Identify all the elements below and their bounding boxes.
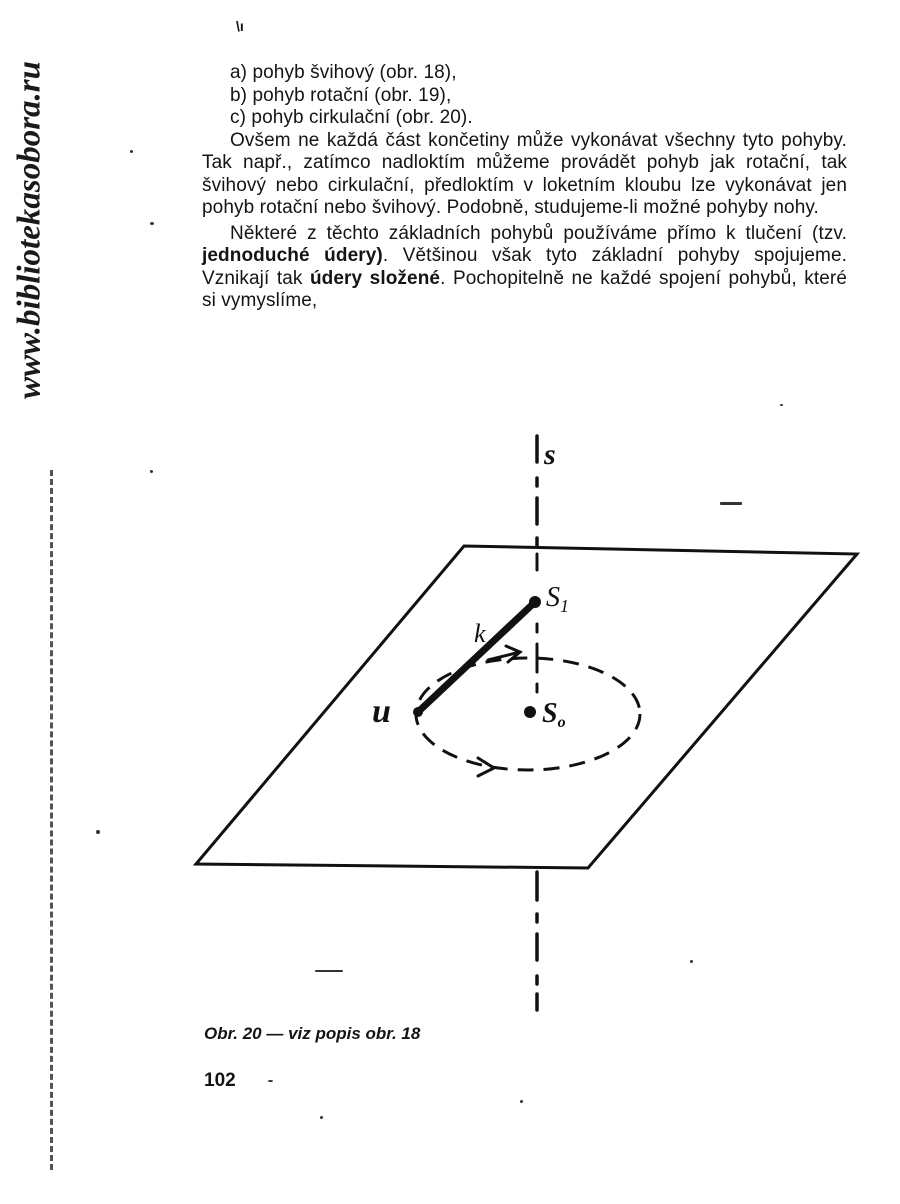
- term-simple-strikes: jednoduché údery): [202, 245, 383, 266]
- scan-speck: [268, 1080, 273, 1082]
- scan-speck: [315, 970, 343, 972]
- watermark-text: www.bibliotekasobora.ru: [11, 60, 48, 400]
- axis-label: s: [544, 438, 556, 471]
- pivot-label: u: [372, 693, 391, 730]
- scan-speck: [520, 1100, 523, 1103]
- page-number: 102: [204, 1070, 236, 1091]
- term-compound-strikes: údery složené: [309, 267, 441, 289]
- top-mark: \ı: [236, 18, 244, 34]
- scan-speck: [150, 222, 154, 225]
- scan-speck: [690, 960, 693, 963]
- paragraph-2-part-1: Některé z těchto základních pohybů používáme přímo k tlučení (tzv.: [230, 222, 847, 244]
- point-s1: [529, 596, 541, 608]
- paragraph-2-part-3: . Pochopitelně ne každé spojení pohybů, které si vymyslíme,: [202, 267, 847, 311]
- list-item-a: a) pohyb švihový (obr. 18),: [230, 62, 457, 83]
- scan-speck: [780, 404, 783, 406]
- figure-caption: Obr. 20 — viz popis obr. 18: [204, 1024, 421, 1043]
- paragraph-2-part-2: . Většinou však tyto základní pohyby spojujeme. Vznikají tak: [202, 245, 847, 289]
- top-point-label: $S_1$: [546, 582, 569, 616]
- circulation-figure: [0, 420, 900, 1020]
- scan-speck: [130, 150, 133, 153]
- watermark: [8, 20, 52, 440]
- scan-speck: [320, 1116, 323, 1119]
- list-item-c: c) pohyb cirkulační (obr. 20).: [230, 107, 473, 128]
- point-s0: [524, 706, 536, 718]
- center-point-label: So: [542, 698, 566, 731]
- scan-speck: [96, 830, 100, 834]
- scan-speck: [150, 470, 153, 473]
- limb-label: k: [474, 619, 486, 648]
- scan-speck: [720, 502, 742, 505]
- body-text: [202, 62, 847, 313]
- list-item-b: b) pohyb rotační (obr. 19),: [230, 84, 452, 106]
- paragraph-1: Ovšem ne každá část končetiny může vykonávat všechny tyto pohyby. Tak např., zatímco nadloktím můžeme provádět pohyb jak rotační, tak švihový nebo cirkulační, předloktím v loketním kloubu lze vykonávat jen pohyb rotační nebo švihový. Podobně, studujeme-li možné pohyby nohy.: [202, 129, 847, 218]
- point-u: [413, 707, 423, 717]
- paragraph-2: [202, 223, 847, 313]
- plane: [196, 546, 857, 868]
- rotation-arrow-lower: [478, 758, 494, 776]
